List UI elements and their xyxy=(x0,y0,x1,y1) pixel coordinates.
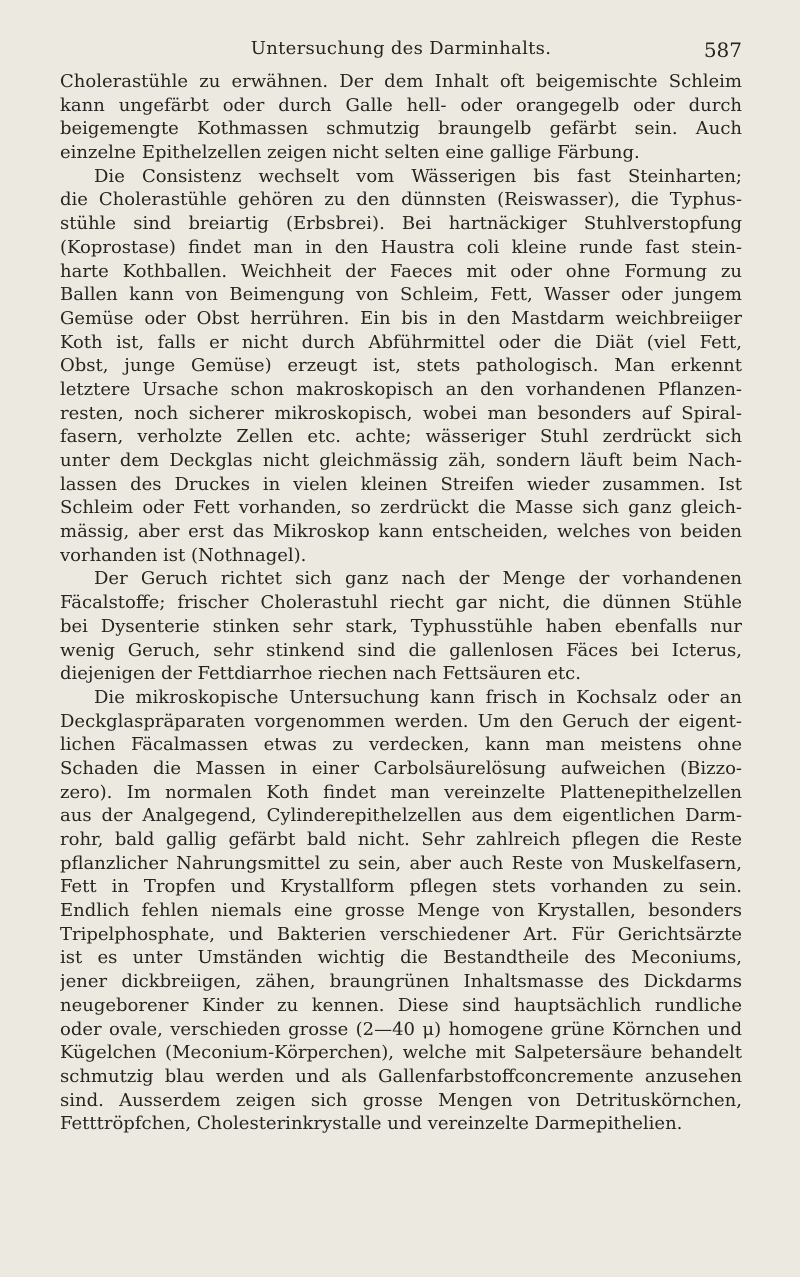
page-number: 587 xyxy=(703,38,742,62)
text-line: (Koprostase) findet man in den Haustra coli kleine runde fast stein- xyxy=(60,236,742,258)
text-line: Kügelchen (Meconium-Körperchen), welche mit Salpetersäure behandelt xyxy=(60,1042,742,1064)
text-line: Ballen kann von Beimengung von Schleim, Fett, Wasser oder jungem xyxy=(60,284,742,306)
text-line: stühle sind breiartig (Erbsbrei). Bei hartnäckiger Stuhlverstopfung xyxy=(60,213,742,235)
text-line: Die Consistenz wechselt vom Wässerigen bis fast Steinharten; xyxy=(94,165,742,187)
text-line: wenig Geruch, sehr stinkend sind die gallenlosen Fäces bei Icterus, xyxy=(60,639,742,661)
text-line: Gemüse oder Obst herrühren. Ein bis in den Mastdarm weichbreiiger xyxy=(60,307,742,329)
body-text xyxy=(60,70,742,1136)
text-line: lichen Fäcalmassen etwas zu verdecken, kann man meistens ohne xyxy=(60,734,742,756)
text-line: Deckglaspräparaten vorgenommen werden. Um den Geruch der eigent- xyxy=(60,710,742,732)
text-line: bei Dysenterie stinken sehr stark, Typhusstühle haben ebenfalls nur xyxy=(60,615,742,637)
text-line: pflanzlicher Nahrungsmittel zu sein, aber auch Reste von Muskelfasern, xyxy=(60,852,742,874)
text-line: fasern, verholzte Zellen etc. achte; wässeriger Stuhl zerdrückt sich xyxy=(60,426,742,448)
text-line: Fetttröpfchen, Cholesterinkrystalle und vereinzelte Darmepithelien. xyxy=(60,1113,683,1135)
text-line: rohr, bald gallig gefärbt bald nicht. Sehr zahlreich pflegen die Reste xyxy=(60,829,742,850)
text-line: zero). Im normalen Koth findet man vereinzelte Plattenepithelzellen xyxy=(60,781,742,803)
text-line: harte Kothballen. Weichheit der Faeces mit oder ohne Formung zu xyxy=(60,260,742,282)
text-line: Schleim oder Fett vorhanden, so zerdrückt die Masse sich ganz gleich- xyxy=(60,497,742,519)
text-line: schmutzig blau werden und als Gallenfarbstoffconcremente anzusehen xyxy=(60,1065,742,1087)
text-line: Cholerastühle zu erwähnen. Der dem Inhalt oft beigemischte Schleim xyxy=(60,71,742,92)
text-line: sind. Ausserdem zeigen sich grosse Mengen von Detrituskörnchen, xyxy=(60,1089,742,1111)
text-line: die Cholerastühle gehören zu den dünnsten (Reiswasser), die Typhus- xyxy=(60,189,742,211)
text-line: jener dickbreiigen, zähen, braungrünen Inhaltsmasse des Dickdarms xyxy=(60,971,742,993)
text-line: letztere Ursache schon makroskopisch an den vorhandenen Pflanzen- xyxy=(60,378,742,400)
text-line: Obst, junge Gemüse) erzeugt ist, stets pathologisch. Man erkennt xyxy=(60,355,742,377)
text-line: Endlich fehlen niemals eine grosse Menge von Krystallen, besonders xyxy=(60,900,742,922)
text-line: Der Geruch richtet sich ganz nach der Menge der vorhandenen xyxy=(94,568,742,590)
text-line: vorhanden ist (Nothnagel). xyxy=(60,544,307,566)
text-line: aus der Analgegend, Cylinderepithelzellen aus dem eigentlichen Darm- xyxy=(60,805,742,827)
text-line: beigemengte Kothmassen schmutzig braungelb gefärbt sein. Auch xyxy=(60,118,742,140)
text-line: lassen des Druckes in vielen kleinen Streifen wieder zusammen. Ist xyxy=(60,473,742,495)
text-line: resten, noch sicherer mikroskopisch, wobei man besonders auf Spiral- xyxy=(60,402,742,424)
text-line: diejenigen der Fettdiarrhoe riechen nach Fettsäuren etc. xyxy=(60,663,581,685)
text-line: neugeborener Kinder zu kennen. Diese sind hauptsächlich rundliche xyxy=(60,994,742,1016)
text-line: Fett in Tropfen und Krystallform pflegen stets vorhanden zu sein. xyxy=(60,876,742,898)
text-line: ist es unter Umständen wichtig die Bestandtheile des Meconiums, xyxy=(60,947,742,969)
text-line: kann ungefärbt oder durch Galle hell- oder orangegelb oder durch xyxy=(60,94,742,116)
text-line: Fäcalstoffe; frischer Cholerastuhl riecht gar nicht, die dünnen Stühle xyxy=(60,592,742,614)
text-line: mässig, aber erst das Mikroskop kann entscheiden, welches von beiden xyxy=(60,521,742,543)
text-line: Die mikroskopische Untersuchung kann frisch in Kochsalz oder an xyxy=(94,686,742,708)
text-line: Schaden die Massen in einer Carbolsäurelösung aufweichen (Bizzo- xyxy=(60,757,742,779)
text-line: Koth ist, falls er nicht durch Abführmittel oder die Diät (viel Fett, xyxy=(60,331,742,353)
text-line: einzelne Epithelzellen zeigen nicht selten eine gallige Färbung. xyxy=(60,142,640,164)
text-line: Tripelphosphate, und Bakterien verschiedener Art. Für Gerichtsärzte xyxy=(60,923,742,945)
page-header xyxy=(60,38,742,64)
text-line: unter dem Deckglas nicht gleichmässig zäh, sondern läuft beim Nach- xyxy=(60,450,742,471)
running-title: Untersuchung des Darminhalts. xyxy=(250,38,552,59)
text-line: oder ovale, verschieden grosse (2—40 μ) homogene grüne Körnchen und xyxy=(60,1018,742,1040)
